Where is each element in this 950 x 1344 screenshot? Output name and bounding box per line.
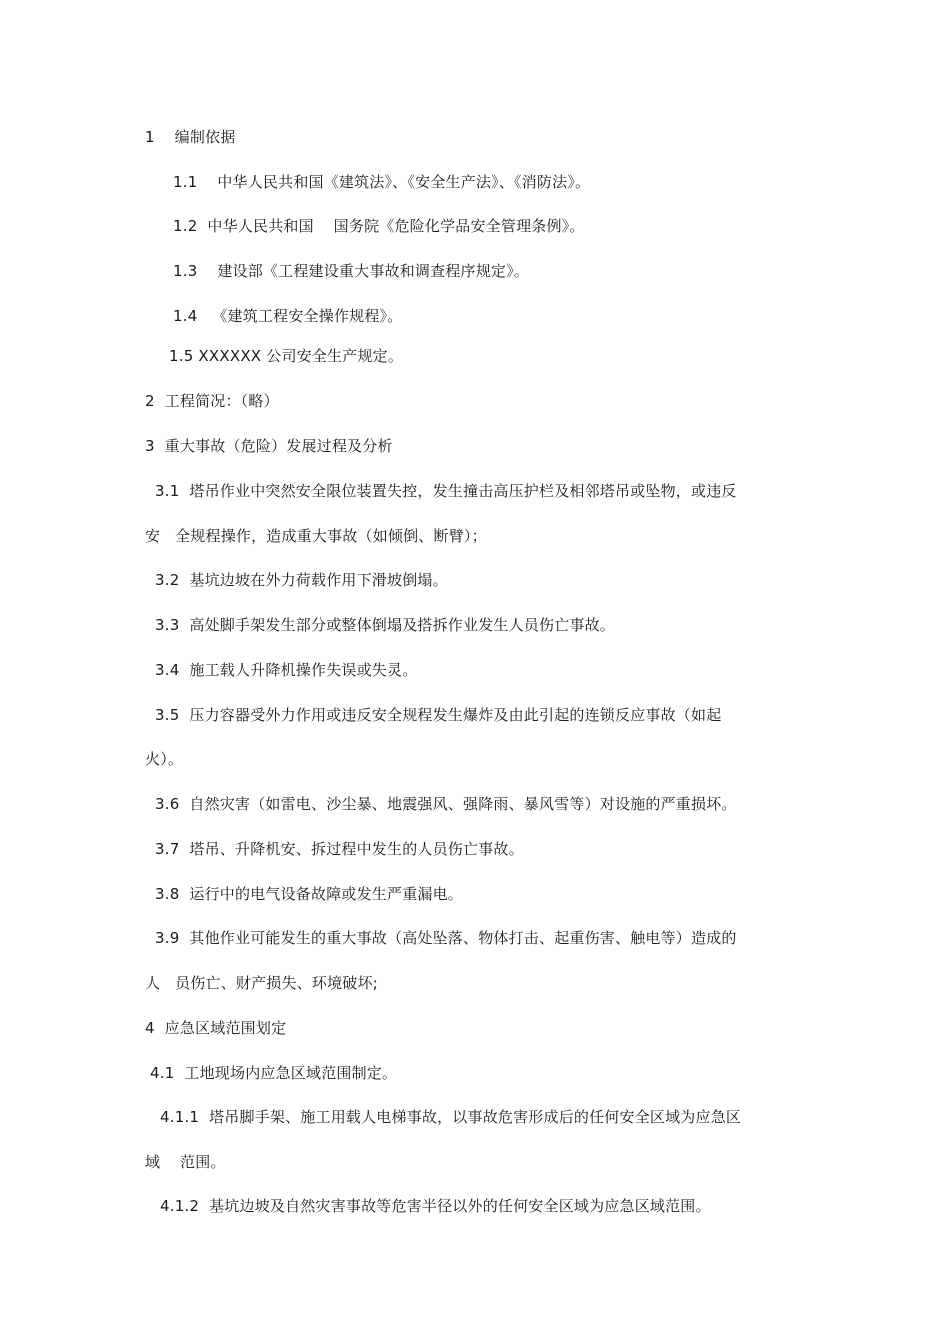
item-3-4: 3.4 施工载人升降机操作失误或失灵。: [155, 661, 418, 679]
item-1-1: 1.1 中华人民共和国《建筑法》、《安全生产法》、《消防法》。: [173, 173, 591, 191]
item-3-1: 3.1 塔吊作业中突然安全限位装置失控，发生撞击高压护栏及相邻塔吊或坠物，或违反: [155, 482, 737, 500]
heading-3: 3 重大事故（危险）发展过程及分析: [145, 437, 393, 455]
item-3-5: 3.5 压力容器受外力作用或违反安全规程发生爆炸及由此引起的连锁反应事故（如起: [155, 706, 722, 724]
item-1-2: 1.2 中华人民共和国 国务院《危险化学品安全管理条例》。: [173, 217, 585, 235]
item-3-3: 3.3 高处脚手架发生部分或整体倒塌及搭拆作业发生人员伤亡事故。: [155, 616, 615, 634]
item-4-1-1: 4.1.1 塔吊脚手架、施工用载人电梯事故，以事故危害形成后的任何安全区域为应急区: [160, 1108, 742, 1126]
item-3-9-continued: 人 员伤亡、财产损失、环境破坏;: [145, 974, 378, 992]
item-4-1-1-continued: 域 范围。: [145, 1153, 226, 1171]
item-3-8: 3.8 运行中的电气设备故障或发生严重漏电。: [155, 885, 463, 903]
item-4-1-2: 4.1.2 基坑边坡及自然灾害事故等危害半径以外的任何安全区域为应急区域范围。: [160, 1197, 711, 1215]
item-3-7: 3.7 塔吊、升降机安、拆过程中发生的人员伤亡事故。: [155, 840, 524, 858]
item-1-5: 1.5 XXXXXX 公司安全生产规定。: [169, 347, 404, 365]
heading-4: 4 应急区域范围划定: [145, 1019, 287, 1037]
heading-2: 2 工程简况：（略）: [145, 392, 279, 410]
heading-1: 1 编制依据: [145, 128, 236, 146]
item-3-6: 3.6 自然灾害（如雷电、沙尘暴、地震强风、强降雨、暴风雪等）对设施的严重损坏。: [155, 795, 737, 813]
item-3-2: 3.2 基坑边坡在外力荷载作用下滑坡倒塌。: [155, 571, 448, 589]
item-1-4: 1.4 《建筑工程安全操作规程》。: [173, 307, 403, 325]
item-3-1-continued: 安 全规程操作，造成重大事故（如倾倒、断臂）；: [145, 527, 487, 545]
item-3-9: 3.9 其他作业可能发生的重大事故（高处坠落、物体打击、起重伤害、触电等）造成的: [155, 929, 737, 947]
item-1-3: 1.3 建设部《工程建设重大事故和调查程序规定》。: [173, 262, 530, 280]
item-4-1: 4.1 工地现场内应急区域范围制定。: [150, 1064, 398, 1082]
item-3-5-continued: 火）。: [145, 750, 184, 768]
